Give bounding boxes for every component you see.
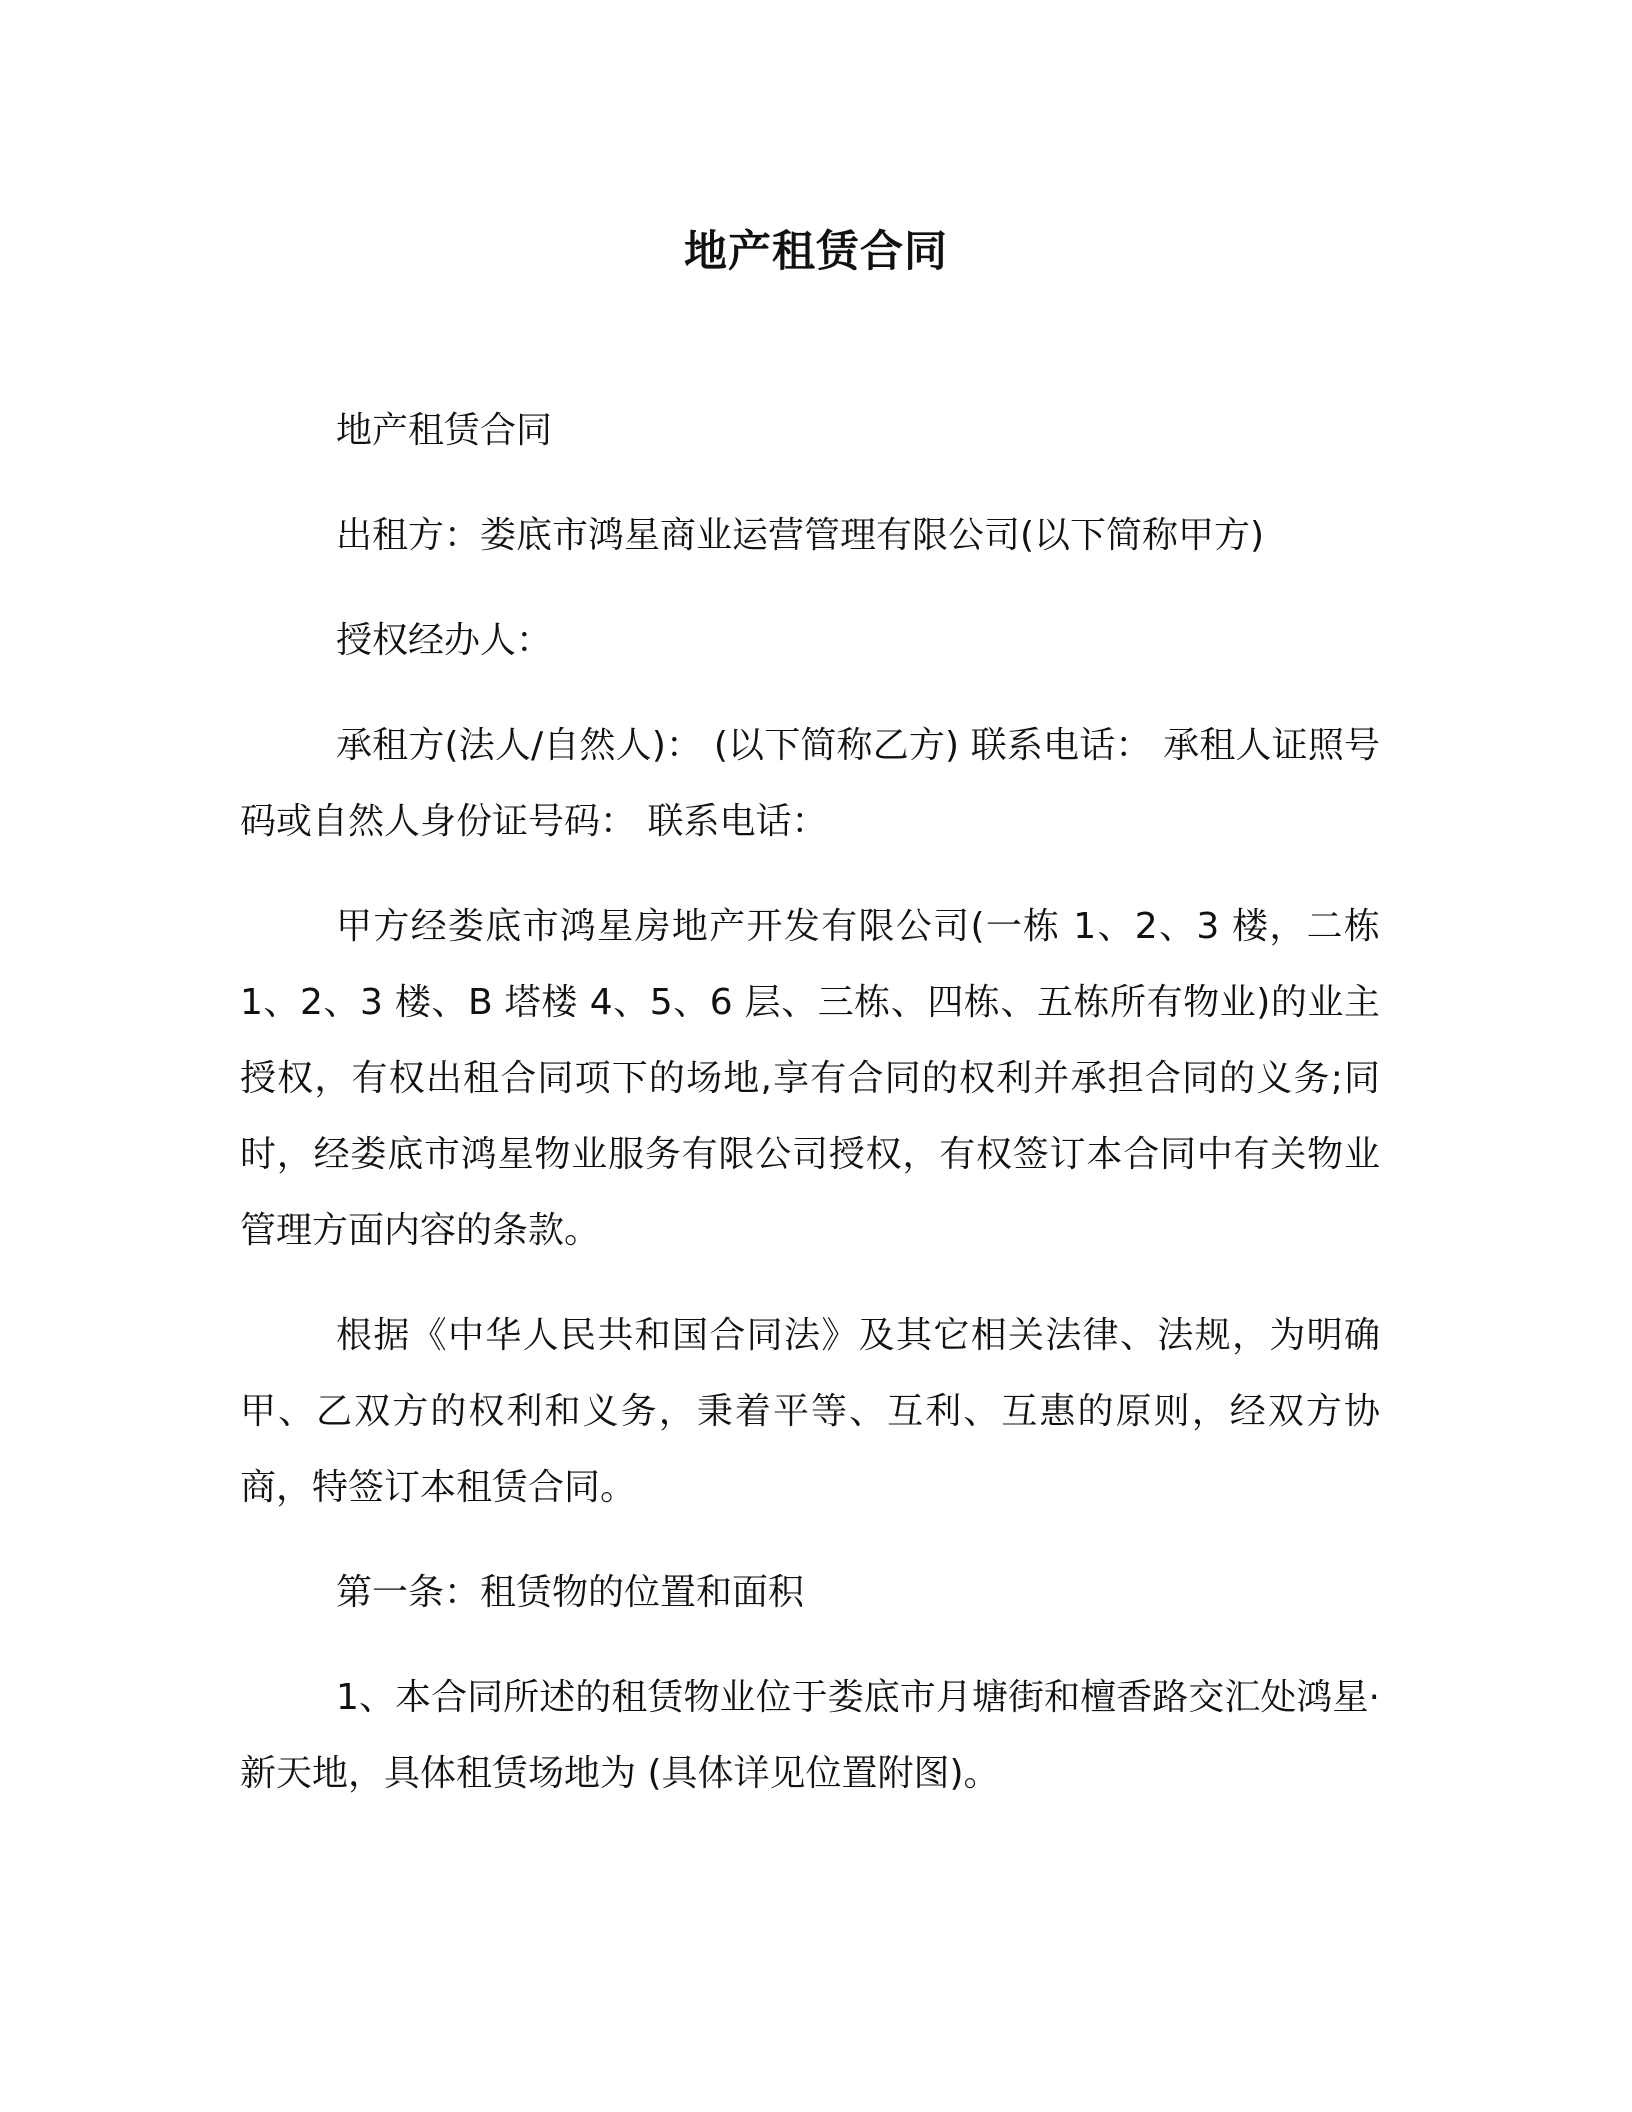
article-one-clause-1: 1、本合同所述的租赁物业位于娄底市月塘街和檀香路交汇处鸿星·新天地，具体租赁场地为 (具体详见位置附图)。 xyxy=(240,1677,1380,1794)
legal-basis-paragraph: 根据《中华人民共和国合同法》及其它相关法律、法规，为明确甲、乙双方的权利和义务，秉着平等、互利、互惠的原则，经双方协商，特签订本租赁合同。 xyxy=(240,1315,1380,1508)
lessor-paragraph: 出租方：娄底市鸿星商业运营管理有限公司(以下简称甲方) xyxy=(336,515,1265,556)
subtitle-paragraph: 地产租赁合同 xyxy=(336,410,553,451)
authorization-paragraph: 甲方经娄底市鸿星房地产开发有限公司(一栋 1、2、3 楼，二栋 1、2、3 楼、B 塔楼 4、5、6 层、三栋、四栋、五栋所有物业)的业主授权，有权出租合同项下的场地,享有合同的权利并承担合同的义务;同时，经娄底市鸿星物业服务有限公司授权，有权签订本合同中有关物业管理方面内容的条款。 xyxy=(240,906,1380,1251)
article-one-heading: 第一条：租赁物的位置和面积 xyxy=(336,1572,805,1613)
authorized-agent-paragraph: 授权经办人： xyxy=(336,620,553,661)
document-title: 地产租赁合同 xyxy=(684,227,948,277)
document-body xyxy=(240,393,1380,1841)
lessee-paragraph: 承租方(法人/自然人)： (以下简称乙方) 联系电话： 承租人证照号码或自然人身份证号码： 联系电话： xyxy=(240,725,1380,842)
